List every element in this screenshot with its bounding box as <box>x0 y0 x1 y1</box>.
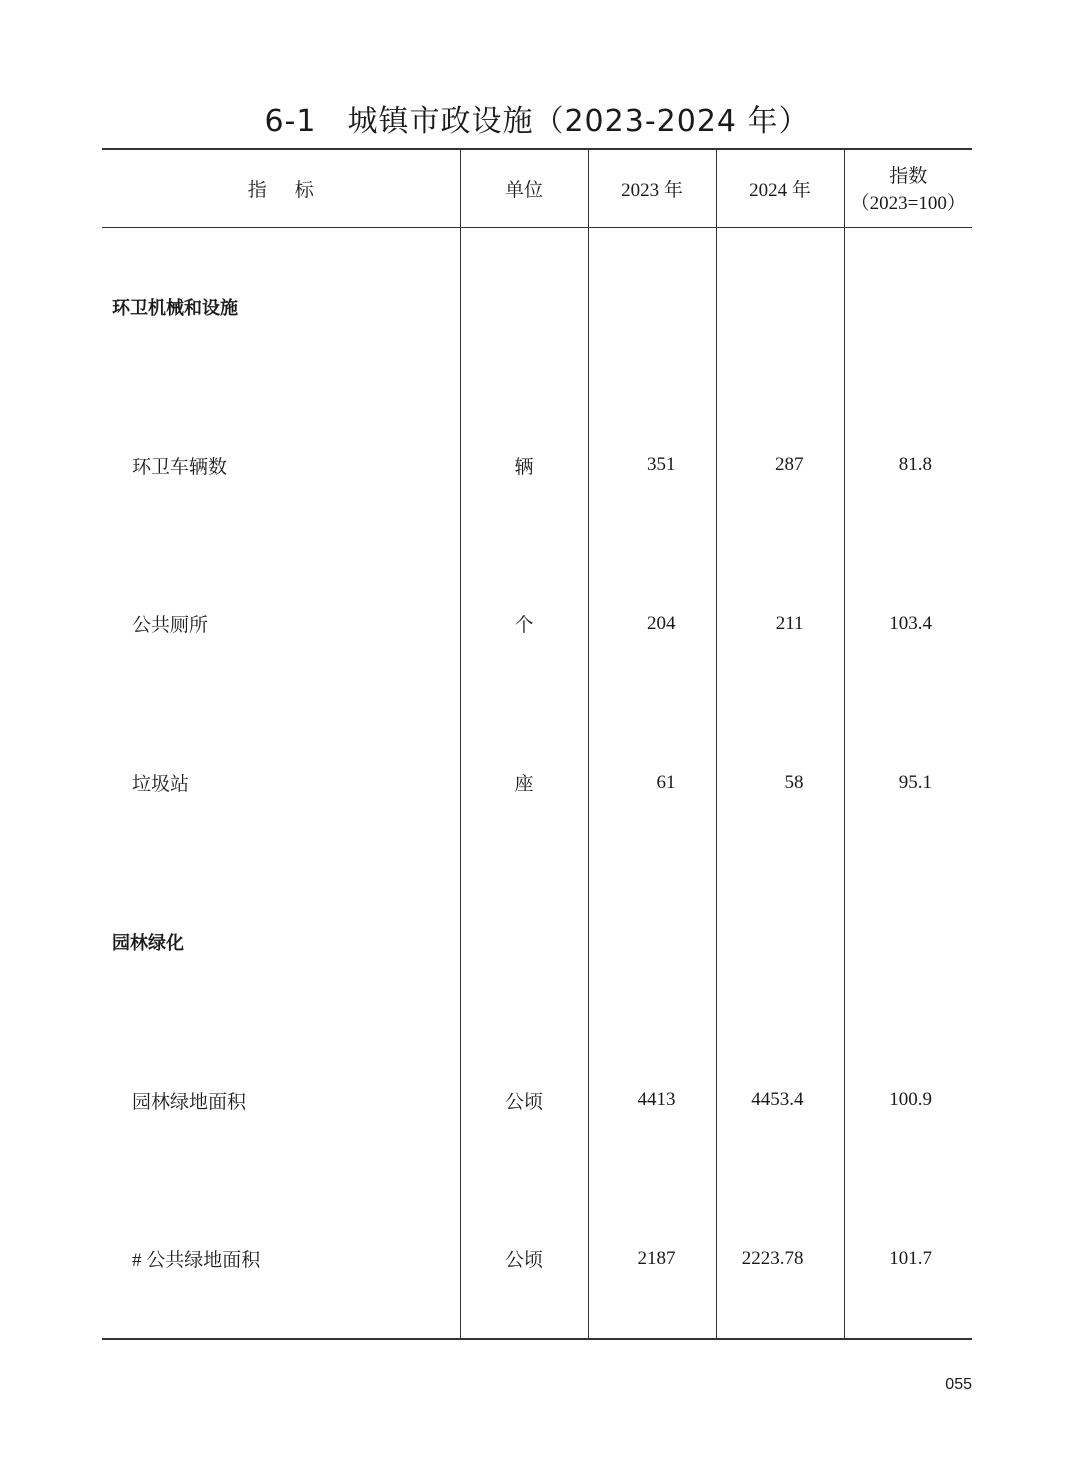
table-row <box>102 862 972 1021</box>
cell-2024: 4453.4 <box>716 1021 844 1180</box>
table-row <box>102 1180 972 1339</box>
header-unit: 单位 <box>460 149 588 227</box>
header-index-label: 指数 <box>889 166 928 188</box>
row-label: 园林绿地面积 <box>132 1091 247 1113</box>
page-title: 6-1 城镇市政设施（2023-2024 年） <box>264 104 810 139</box>
header-year-2024: 2024 年 <box>716 149 844 227</box>
cell-2024: 287 <box>716 386 844 545</box>
cell-unit: 辆 <box>460 386 588 545</box>
cell-2023: 4413 <box>588 1021 716 1180</box>
table-row <box>102 227 972 386</box>
cell-index: 95.1 <box>844 703 972 862</box>
row-label: # 公共绿地面积 <box>102 1180 460 1339</box>
cell-index: 100.9 <box>844 1021 972 1180</box>
section-sanitation: 环卫机械和设施 <box>112 297 238 319</box>
municipal-facilities-table <box>102 148 972 1340</box>
cell-index <box>844 227 972 386</box>
row-label: 公共厕所 <box>132 615 209 637</box>
table-header <box>102 149 972 227</box>
row-label: 环卫车辆数 <box>132 456 228 478</box>
header-index-base: （2023=100） <box>850 193 966 215</box>
cell-2024: 58 <box>716 703 844 862</box>
cell-index <box>844 862 972 1021</box>
cell-2024: 211 <box>716 545 844 704</box>
table-row <box>102 545 972 704</box>
table-row <box>102 703 972 862</box>
cell-2024 <box>716 862 844 1021</box>
cell-index: 101.7 <box>844 1180 972 1339</box>
cell-index: 103.4 <box>844 545 972 704</box>
cell-2023: 2187 <box>588 1180 716 1339</box>
cell-2023 <box>588 227 716 386</box>
cell-2023: 61 <box>588 703 716 862</box>
cell-2023: 204 <box>588 545 716 704</box>
section-landscaping: 园林绿化 <box>112 932 184 954</box>
cell-2023: 351 <box>588 386 716 545</box>
cell-index: 81.8 <box>844 386 972 545</box>
header-year-2023: 2023 年 <box>588 149 716 227</box>
cell-unit: 个 <box>460 545 588 704</box>
cell-2024: 2223.78 <box>716 1180 844 1339</box>
cell-unit: 公顷 <box>460 1180 588 1339</box>
table-row <box>102 386 972 545</box>
cell-unit: 座 <box>460 703 588 862</box>
table-row <box>102 1021 972 1180</box>
row-label: 垃圾站 <box>132 774 190 796</box>
cell-unit <box>460 227 588 386</box>
page-number: 055 <box>945 1376 972 1393</box>
cell-2023 <box>588 862 716 1021</box>
cell-unit <box>460 862 588 1021</box>
cell-2024 <box>716 227 844 386</box>
cell-unit: 公顷 <box>460 1021 588 1180</box>
header-indicator: 指标 <box>102 149 460 227</box>
header-index <box>844 149 972 227</box>
